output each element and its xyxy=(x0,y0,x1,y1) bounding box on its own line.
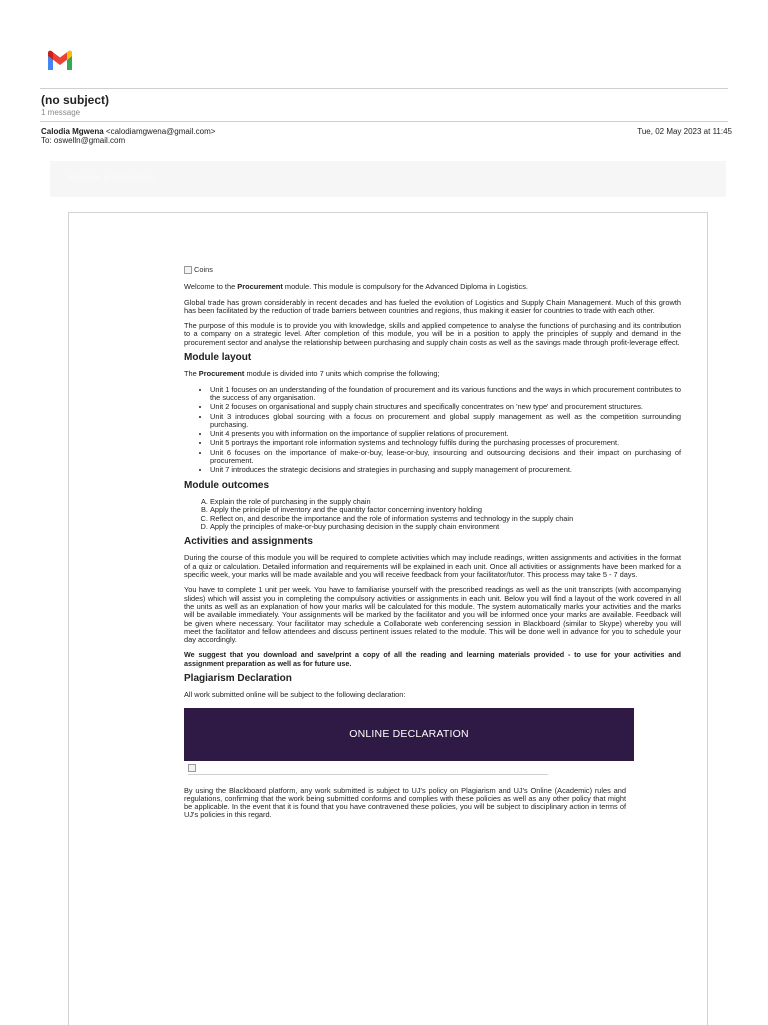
layout-text-pre: The xyxy=(184,369,199,379)
outcome-item: A. Explain the role of purchasing in the supply chain xyxy=(210,498,681,506)
plagiarism-heading: Plagiarism Declaration xyxy=(184,672,292,684)
unit-item: • Unit 1 focuses on an understanding of the foundation of procurement and its various functions and the ways in which procurement contributes to the success of any organisation. xyxy=(210,386,681,403)
layout-text-bold: Procurement xyxy=(198,369,245,379)
sender-name: Calodia Mgwena xyxy=(41,127,104,136)
email-date: Tue, 02 May 2023 at 11:45 xyxy=(637,127,732,136)
declaration-title: ONLINE DECLARATION xyxy=(349,727,469,740)
layout-intro-paragraph xyxy=(184,370,681,378)
layout-text-post: module is divided into 7 units which comprise the following; xyxy=(244,369,440,379)
banner-text: Module introduction xyxy=(68,173,156,184)
header-divider xyxy=(40,88,728,89)
global-trade-paragraph: Global trade has grown considerably in recent decades and has fueled the evolution of Logistics and Supply Chain Management. Much of this growth has been facilitated by the reduction of trade barriers between countries and regions, thus making it easier for countries to trade with each other. xyxy=(184,297,681,315)
email-body-content xyxy=(184,266,681,827)
email-subject: (no subject) xyxy=(41,93,109,107)
welcome-text-bold: Procurement xyxy=(237,282,283,292)
activities-heading: Activities and assignments xyxy=(184,536,313,548)
outcomes-list xyxy=(184,498,681,531)
sender-email: <calodiamgwena@gmail.com> xyxy=(105,127,216,136)
module-layout-heading: Module layout xyxy=(184,352,252,364)
gmail-logo-icon xyxy=(46,50,74,72)
unit-item: • Unit 5 portrays the important role information systems and technology fulfils during the purchasing processes of procurement. xyxy=(210,439,681,447)
coins-image xyxy=(184,266,681,274)
purpose-paragraph: The purpose of this module is to provide you with knowledge, skills and applied competence to analyse the functions of purchasing and its contribution to a company on a strategic level. After completion of this module, you will be in a position to apply the principles of supply and demand in the procurement sector and analyse the relationship between purchasing and supply chain costs as well as the savings made through profit-leverage effect. xyxy=(184,321,681,347)
outcome-item: B. Apply the principle of inventory and the quantity factor concerning inventory holding xyxy=(210,506,681,514)
declaration-paragraph: By using the Blackboard platform, any work submitted is subject to UJ's policy on Plagiarism and UJ's Online (Academic) rules and regulations, confirming that the work being submitted conforms and complies with these policies as well as any other policy that might be applicable. In the event that it is found that you have contravened these policies, you will be subject to disciplinary action in terms of UJ's policies in this regard. xyxy=(184,785,626,820)
welcome-paragraph xyxy=(184,283,681,291)
recipient-line: To: oswelln@gmail.com xyxy=(41,136,126,145)
sender-line xyxy=(41,127,215,136)
outcome-item: D. Apply the principles of make-or-buy purchasing decision in the supply chain environment xyxy=(210,523,681,531)
unit-item: • Unit 6 focuses on the importance of make-or-buy, lease-or-buy, insourcing and outsourcing decisions and their impact on purchasing of procurement. xyxy=(210,449,681,466)
online-declaration-banner xyxy=(184,708,634,761)
activities-paragraph-2: You have to complete 1 unit per week. You have to familiarise yourself with the prescribed readings as well as the unit transcripts (with accompanying slides) which will assist you in completing the compulsory activities or assignments in each unit. Below you will find a layout of the work covered in all the units as well as an explanation of how your marks will be calculated for this module. The system automatically marks your activities and the marks will be available immediately. Your assignments will be marked by the facilitator and you will be informed once your marks are available. Feedback will be given where necessary. Your facilitator may schedule a Collaborate web conferencing session in Blackboard (similar to Skype) whereby you will meet the facilitator and fellow attendees and discuss pertinent issues related to the module. This will be done well in advance for you to schedule your day accordingly. xyxy=(184,585,681,645)
unit-item: • Unit 2 focuses on organisational and supply chain structures and specifically concentrates on 'new type' and procurement structures. xyxy=(210,403,681,411)
message-count: 1 message xyxy=(41,108,81,117)
image-alt-text: Coins xyxy=(194,265,213,274)
declaration-image xyxy=(188,764,548,775)
welcome-text-pre: Welcome to the xyxy=(184,282,238,292)
broken-image-icon xyxy=(188,764,196,772)
plagiarism-paragraph: All work submitted online will be subject to the following declaration: xyxy=(184,690,406,700)
unit-item: • Unit 7 introduces the strategic decisions and strategies in purchasing and supply management of procurement. xyxy=(210,466,681,474)
outcome-item: C. Reflect on, and describe the importance and the role of information systems and technology in the supply chain xyxy=(210,515,681,523)
activities-paragraph-1: During the course of this module you will be required to complete activities which may include readings, written assignments and activities in the format of a quiz or calculation. Detailed information and requirements will be explained in each unit. Once all activities or assignments have been marked for a specific week, your marks will be made available and you will receive feedback from your facilitator/tutor. This process may take 5 - 7 days. xyxy=(184,553,681,580)
units-list xyxy=(184,386,681,475)
module-banner xyxy=(50,161,726,197)
unit-item: • Unit 4 presents you with information on the importance of supplier relations of procurement. xyxy=(210,430,681,438)
download-note: We suggest that you download and save/print a copy of all the reading and learning materials provided - to use for your activities and assignment preparation as well as for future use. xyxy=(184,650,681,668)
module-outcomes-heading: Module outcomes xyxy=(184,479,270,491)
subject-divider xyxy=(40,121,728,122)
unit-item: • Unit 3 introduces global sourcing with a focus on procurement and global supply management as well as the competition surrounding purchasing. xyxy=(210,413,681,430)
broken-image-icon xyxy=(184,266,192,274)
welcome-text-post: module. This module is compulsory for the Advanced Diploma in Logistics. xyxy=(282,282,528,292)
